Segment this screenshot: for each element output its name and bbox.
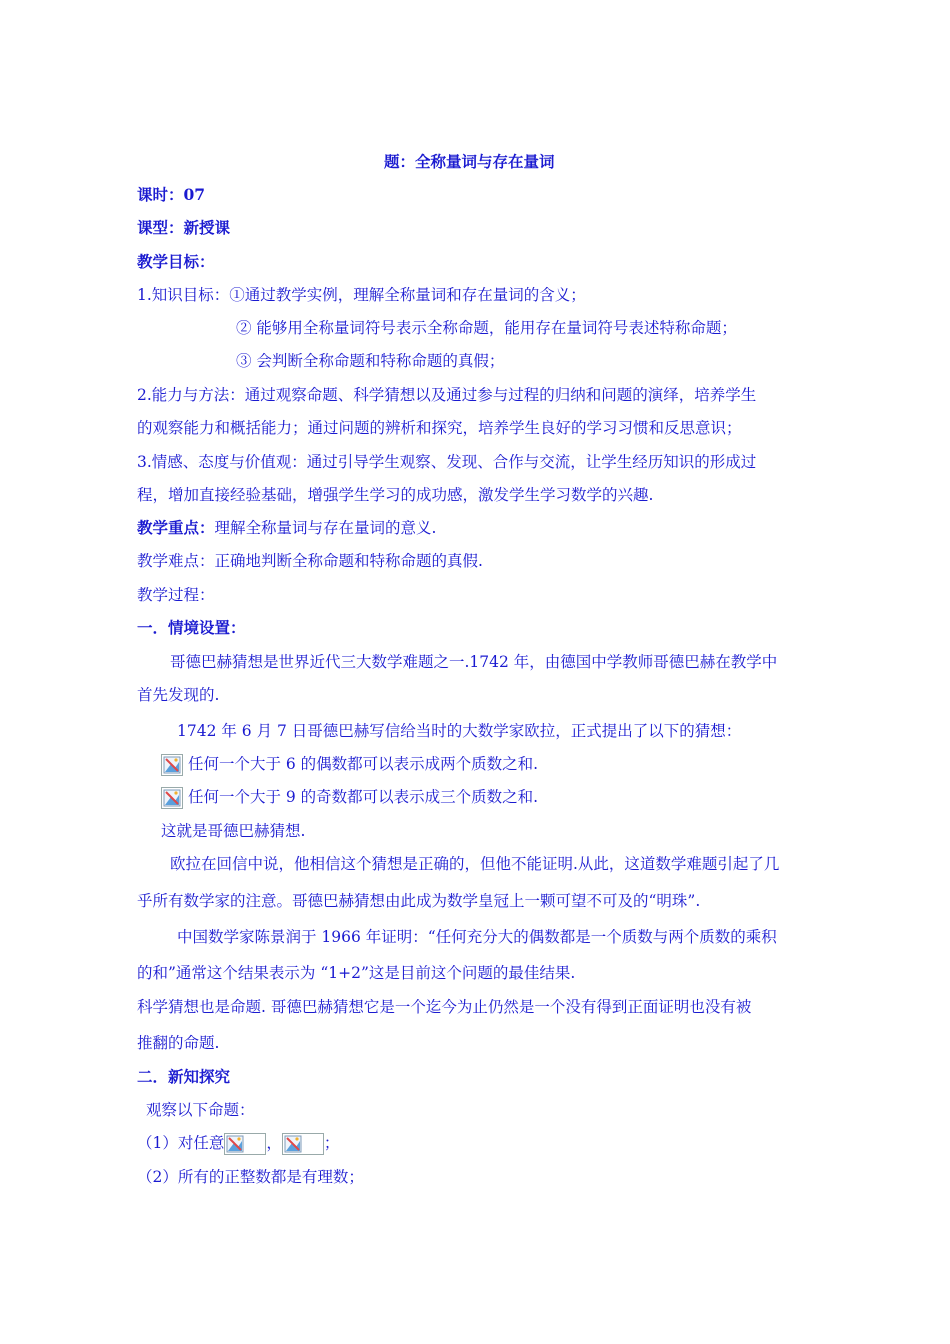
broken-image-icon [282,1133,324,1155]
broken-image-icon [224,1133,266,1155]
paragraph-1-line-1: 哥德巴赫猜想是世界近代三大数学难题之一.1742 年，由德国中学教师哥德巴赫在教学中 [170,653,778,671]
paragraph-4-line-1: 欧拉在回信中说，他相信这个猜想是正确的，但他不能证明.从此，这道数学难题引起了几 [170,855,780,873]
broken-image-icon [161,754,183,776]
observe-intro: 观察以下命题： [146,1101,255,1119]
document-title: 题：全称量词与存在量词 [384,152,555,171]
lesson-hours: 课时：07 [137,185,206,204]
proposition-1-end: ； [323,1134,340,1152]
key-point-text: 理解全称量词与存在量词的意义. [214,519,437,537]
paragraph-4-line-2: 乎所有数学家的注意。哥德巴赫猜想由此成为数学皇冠上一颗可望不可及的“明珠”. [137,892,701,910]
paragraph-6-line-1: 科学猜想也是命题. 哥德巴赫猜想它是一个迄今为止仍然是一个没有得到正面证明也没有被 [137,998,752,1016]
conjecture-1-text: 任何一个大于 6 的偶数都可以表示成两个质数之和. [187,755,539,773]
paragraph-2: 1742 年 6 月 7 日哥德巴赫写信给当时的大数学家欧拉，正式提出了以下的猜想： [177,722,742,740]
paragraph-5-line-2: 的和”通常这个结果表示为 “1+2”这是目前这个问题的最佳结果. [137,964,576,982]
proposition-1 [137,1132,339,1155]
difficulty-point: 教学难点：正确地判断全称命题和特称命题的真假. [137,552,483,570]
goal-attitude-line-2: 程，增加直接经验基础，增强学生学习的成功感，激发学生学习数学的兴趣. [137,486,654,504]
paragraph-3: 这就是哥德巴赫猜想. [161,822,306,840]
conjecture-2-text: 任何一个大于 9 的奇数都可以表示成三个质数之和. [187,788,539,806]
goal-ability-line-2: 的观察能力和概括能力；通过问题的辨析和探究，培养学生良好的学习习惯和反思意识； [137,419,742,437]
goals-heading: 教学目标： [137,252,215,271]
conjecture-2 [161,786,538,809]
paragraph-5-line-1: 中国数学家陈景润于 1966 年证明：“任何充分大的偶数都是一个质数与两个质数的乘积 [177,928,777,946]
proposition-1-separator: ， [266,1134,282,1152]
goal-knowledge-3: ③ 会判断全称命题和特称命题的真假； [236,352,505,370]
key-point-label: 教学重点： [137,518,215,537]
conjecture-1 [161,753,538,776]
key-point [137,517,436,539]
goal-ability-line-1: 2.能力与方法：通过观察命题、科学猜想以及通过参与过程的归纳和问题的演绎，培养学生 [137,386,757,404]
broken-image-icon [161,787,183,809]
proposition-2: （2）所有的正整数都是有理数； [137,1168,364,1186]
section-2-heading: 二．新知探究 [137,1067,231,1086]
section-1-heading: 一．情境设置： [137,618,246,637]
goal-attitude-line-1: 3.情感、态度与价值观：通过引导学生观察、发现、合作与交流，让学生经历知识的形成过 [137,453,757,471]
goal-knowledge-1: 1.知识目标：①通过教学实例，理解全称量词和存在量词的含义； [137,286,586,304]
paragraph-1-line-2: 首先发现的. [137,686,220,704]
lesson-type: 课型：新授课 [137,218,231,237]
proposition-1-prefix: （1）对任意 [137,1134,225,1152]
process-heading: 教学过程： [137,586,215,604]
paragraph-6-line-2: 推翻的命题. [137,1034,220,1052]
goal-knowledge-2: ② 能够用全称量词符号表示全称命题，能用存在量词符号表述特称命题； [236,319,737,337]
